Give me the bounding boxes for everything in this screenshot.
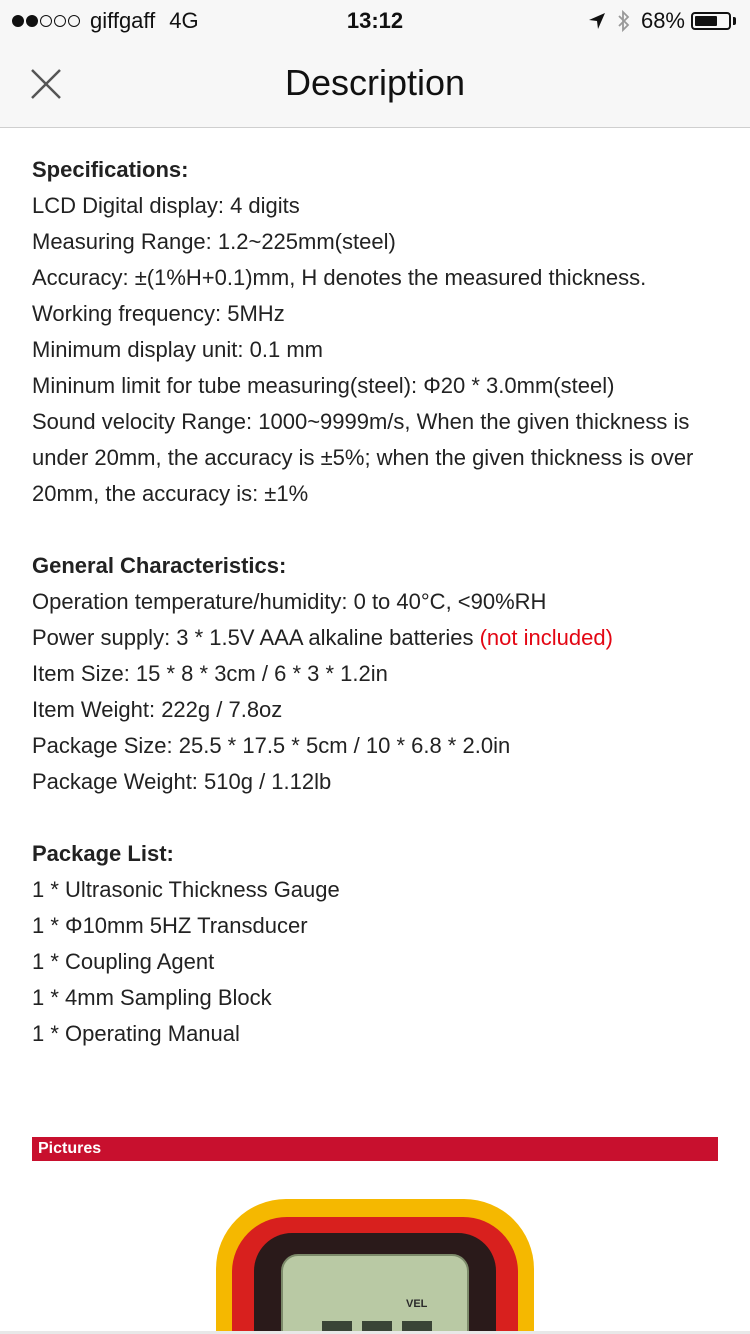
general-line-power — [32, 620, 722, 656]
status-bar — [0, 0, 750, 40]
package-list-item: 1 * Φ10mm 5HZ Transducer — [32, 913, 308, 938]
carrier-name: giffgaff — [90, 8, 156, 33]
general-line: Package Size: 25.5 * 17.5 * 5cm / 10 * 6.8 * 2.0in — [32, 733, 511, 758]
lcd-vel-label: VEL — [406, 1298, 428, 1310]
general-characteristics-title: General Characteristics: — [32, 553, 287, 578]
bluetooth-icon — [617, 9, 631, 33]
power-supply-text: Power supply: 3 * 1.5V AAA alkaline batteries — [32, 625, 474, 650]
pictures-header: Pictures — [32, 1137, 718, 1161]
general-line: Operation temperature/humidity: 0 to 40°C, <90%RH — [32, 589, 547, 614]
spec-line: Accuracy: ±(1%H+0.1)mm, H denotes the measured thickness. — [32, 265, 647, 290]
spec-line: Measuring Range: 1.2~225mm(steel) — [32, 229, 396, 254]
general-line: Package Weight: 510g / 1.12lb — [32, 769, 332, 794]
spec-line: Sound velocity Range: 1000~9999m/s, When the given thickness is under 20mm, the accuracy is ±5%; when the given thickness is over 20mm, the accuracy is: ±1% — [32, 409, 694, 506]
package-list-item: 1 * Operating Manual — [32, 1021, 240, 1046]
spec-line: LCD Digital display: 4 digits — [32, 193, 300, 218]
nav-bar — [0, 40, 750, 128]
battery-level — [695, 16, 717, 26]
spec-line: Mininum limit for tube measuring(steel): Φ20 * 3.0mm(steel) — [32, 373, 615, 398]
location-arrow-icon — [587, 11, 607, 31]
not-included-note: (not included) — [479, 625, 613, 650]
network-type: 4G — [169, 8, 199, 33]
battery-icon — [691, 12, 731, 30]
spec-line: Working frequency: 5MHz — [32, 301, 285, 326]
general-line: Item Size: 15 * 8 * 3cm / 6 * 3 * 1.2in — [32, 661, 388, 686]
status-time: 13:12 — [346, 8, 404, 33]
page-title: Description — [284, 62, 466, 103]
battery-percentage: 68% — [640, 8, 685, 33]
battery-tip — [733, 17, 736, 25]
package-list-item: 1 * Ultrasonic Thickness Gauge — [32, 877, 340, 902]
spec-line: Minimum display unit: 0.1 mm — [32, 337, 323, 362]
general-line: Item Weight: 222g / 7.8oz — [32, 697, 283, 722]
description-content — [32, 152, 722, 1052]
specifications-title: Specifications: — [32, 157, 189, 182]
package-list-title: Package List: — [32, 841, 174, 866]
product-image — [210, 1195, 540, 1334]
status-right — [587, 8, 736, 34]
package-list-item: 1 * Coupling Agent — [32, 949, 215, 974]
package-list-item: 1 * 4mm Sampling Block — [32, 985, 272, 1010]
thickness-gauge-illustration — [210, 1195, 540, 1334]
